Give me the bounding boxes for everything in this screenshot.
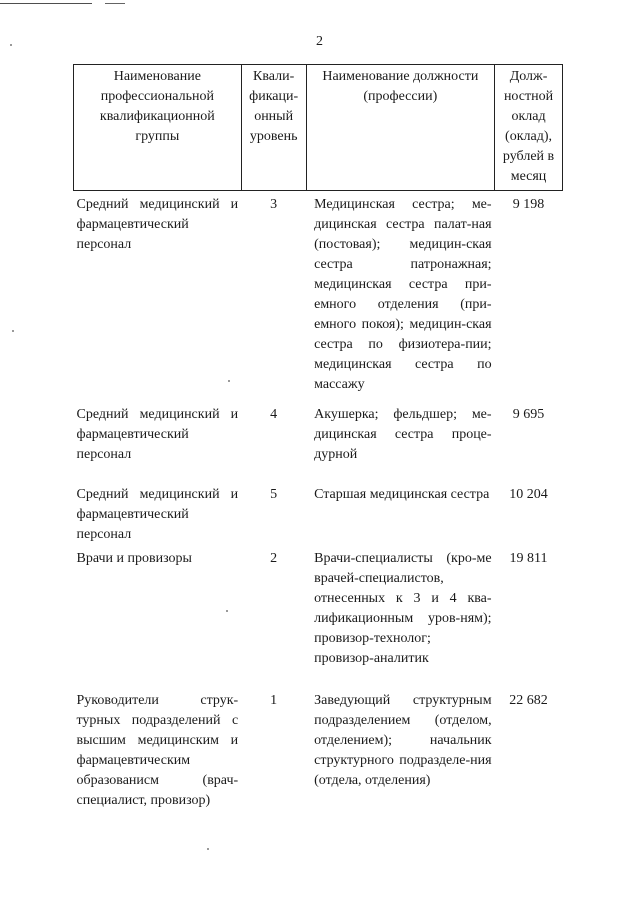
cell-group: Врачи и провизоры	[76, 550, 192, 566]
table-row	[74, 401, 563, 481]
cell-group: Средний медицинский и фармацевтический персонал	[76, 486, 239, 542]
cell-position: Старшая медицинская сестра	[314, 486, 490, 502]
table-header	[74, 65, 563, 191]
cell-level: 3	[270, 197, 278, 212]
page-number: 2	[316, 34, 323, 49]
table-row	[74, 687, 563, 811]
table-body	[74, 191, 563, 811]
scan-artifact-dot	[207, 848, 209, 850]
table-row	[74, 191, 563, 401]
scan-artifact-line	[105, 3, 125, 4]
header-position: Наименование должности (профессии)	[306, 65, 494, 191]
cell-group: Средний медицинский и фармацевтический персонал	[76, 197, 239, 252]
header-level: Квали-фикаци-онный уровень	[241, 65, 306, 191]
cell-salary: 10 204	[509, 486, 548, 502]
cell-group: Руководители струк-турных подразделений с высшим медицинским и фармацевтическим образованисм (врач-специалист, провизор)	[76, 692, 239, 808]
table-row	[74, 545, 563, 687]
table-row	[74, 481, 563, 545]
cell-level: 2	[270, 550, 278, 566]
salary-table	[73, 64, 563, 811]
cell-salary: 9 198	[512, 197, 545, 212]
cell-position: Врачи-специалисты (кро-ме врачей-специалистов, отнесенных к 3 и 4 ква-лификационным уров-ням); провизор-технолог; провизор-аналитик	[314, 550, 492, 666]
cell-position: Акушерка; фельдшер; ме-дицинская сестра проце-дурной	[314, 406, 492, 462]
scan-artifact-dot	[12, 330, 14, 332]
header-salary: Долж-ностной оклад (оклад), рублей в месяц	[495, 65, 563, 191]
header-group: Наименование профессиональной квалификационной группы	[74, 65, 242, 191]
header-row	[74, 65, 563, 191]
cell-position: Медицинская сестра; ме-дицинская сестра палат-ная (постовая); медицин-ская сестра патронажная; медицинская сестра при-емного отделения (при-емного покоя); медицин-ская сестра по физиотера-пии; медицинская сестра по массажу	[314, 197, 492, 392]
cell-salary: 22 682	[509, 692, 548, 708]
cell-position: Заведующий структурным подразделением (отделом, отделением); начальник структурного подразделе-ния (отдела, отделения)	[314, 692, 492, 788]
cell-level: 4	[270, 406, 278, 422]
cell-salary: 9 695	[512, 406, 545, 422]
cell-level: 1	[270, 692, 278, 708]
cell-group: Средний медицинский и фармацевтический персонал	[76, 406, 239, 462]
cell-level: 5	[270, 486, 278, 502]
cell-salary: 19 811	[509, 550, 548, 566]
scan-artifact-line	[0, 3, 92, 4]
